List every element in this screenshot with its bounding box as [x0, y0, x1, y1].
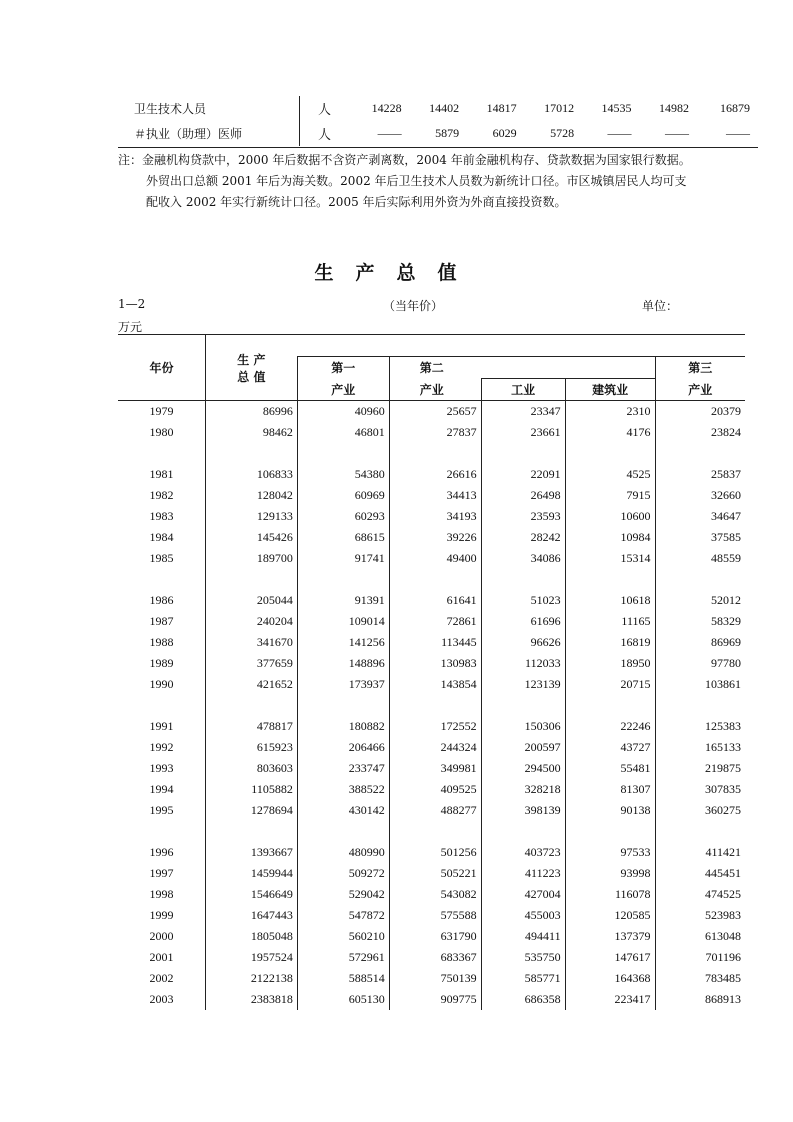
- secondary-cell: 501256: [389, 842, 481, 863]
- primary-cell: 40960: [297, 401, 389, 423]
- gdp-cell: 129133: [205, 506, 297, 527]
- year-cell: 1983: [149, 509, 174, 523]
- table-row: [118, 989, 745, 1010]
- secondary-cell: 25657: [389, 401, 481, 423]
- table-row: [118, 464, 745, 485]
- year-cell: 1989: [149, 656, 174, 670]
- industry-cell: 51023: [481, 590, 565, 611]
- primary-cell: 388522: [297, 779, 389, 800]
- year-cell: 2001: [149, 950, 174, 964]
- year-cell: 1994: [149, 782, 174, 796]
- primary-cell: 60293: [297, 506, 389, 527]
- year-cell: 1999: [149, 908, 174, 922]
- tertiary-cell: 32660: [655, 485, 745, 506]
- table-row: [118, 716, 745, 737]
- secondary-cell: 143854: [389, 674, 481, 695]
- primary-cell: 529042: [297, 884, 389, 905]
- tertiary-cell: 411421: [655, 842, 745, 863]
- tertiary-cell: 58329: [655, 611, 745, 632]
- header-primary-line2: 产业: [297, 379, 389, 401]
- industry-cell: 123139: [481, 674, 565, 695]
- top-row-value: 5879: [435, 126, 460, 140]
- header-industry: 工业: [481, 379, 565, 401]
- construction-cell: 10600: [565, 506, 655, 527]
- primary-cell: 60969: [297, 485, 389, 506]
- industry-cell: 403723: [481, 842, 565, 863]
- gdp-cell: 145426: [205, 527, 297, 548]
- year-cell: 1981: [149, 467, 174, 481]
- gdp-cell: 106833: [205, 464, 297, 485]
- tertiary-cell: 97780: [655, 653, 745, 674]
- primary-cell: 547872: [297, 905, 389, 926]
- tertiary-cell: 20379: [655, 401, 745, 423]
- construction-cell: 18950: [565, 653, 655, 674]
- primary-cell: 509272: [297, 863, 389, 884]
- gdp-cell: 377659: [205, 653, 297, 674]
- construction-cell: 223417: [565, 989, 655, 1010]
- year-cell: 1985: [149, 551, 174, 565]
- industry-cell: 398139: [481, 800, 565, 821]
- year-cell: 1997: [149, 866, 174, 880]
- year-cell: 1992: [149, 740, 174, 754]
- top-row-value: 6029: [492, 126, 517, 140]
- construction-cell: 20715: [565, 674, 655, 695]
- primary-cell: 148896: [297, 653, 389, 674]
- top-row-unit: 人: [299, 96, 349, 121]
- footnote-line-3: 配收入 2002 年实行新统计口径。2005 年后实际利用外资为外商直接投资数。: [146, 195, 567, 209]
- construction-cell: 7915: [565, 485, 655, 506]
- gdp-cell: 1105882: [205, 779, 297, 800]
- table-row: [118, 737, 745, 758]
- price-basis: （当年价）: [383, 299, 444, 313]
- construction-cell: 4176: [565, 422, 655, 443]
- construction-cell: 16819: [565, 632, 655, 653]
- tertiary-cell: 103861: [655, 674, 745, 695]
- table-row: [118, 779, 745, 800]
- tertiary-cell: 25837: [655, 464, 745, 485]
- gdp-table: [118, 334, 745, 1010]
- industry-cell: 112033: [481, 653, 565, 674]
- gdp-cell: 341670: [205, 632, 297, 653]
- year-cell: 1986: [149, 593, 174, 607]
- gdp-cell: 98462: [205, 422, 297, 443]
- table-row: [118, 947, 745, 968]
- top-table-bottom-rule: [118, 147, 758, 148]
- table-row: [118, 758, 745, 779]
- tertiary-cell: 48559: [655, 548, 745, 569]
- primary-cell: 605130: [297, 989, 389, 1010]
- industry-cell: 535750: [481, 947, 565, 968]
- header-year: 年份: [118, 335, 205, 401]
- year-cell: 1998: [149, 887, 174, 901]
- tertiary-cell: 125383: [655, 716, 745, 737]
- primary-cell: 480990: [297, 842, 389, 863]
- secondary-cell: 72861: [389, 611, 481, 632]
- top-row-value: ——: [726, 126, 750, 140]
- primary-cell: 46801: [297, 422, 389, 443]
- tertiary-cell: 701196: [655, 947, 745, 968]
- construction-cell: 164368: [565, 968, 655, 989]
- industry-cell: 23593: [481, 506, 565, 527]
- tertiary-cell: 783485: [655, 968, 745, 989]
- industry-cell: 28242: [481, 527, 565, 548]
- gdp-cell: 421652: [205, 674, 297, 695]
- industry-cell: 23347: [481, 401, 565, 423]
- tertiary-cell: 307835: [655, 779, 745, 800]
- tertiary-cell: 445451: [655, 863, 745, 884]
- table-row: [118, 401, 745, 423]
- secondary-cell: 750139: [389, 968, 481, 989]
- secondary-cell: 409525: [389, 779, 481, 800]
- tertiary-cell: 523983: [655, 905, 745, 926]
- industry-cell: 455003: [481, 905, 565, 926]
- unit-label: 单位：: [642, 299, 679, 313]
- gdp-cell: 1805048: [205, 926, 297, 947]
- header-primary-line1: 第一: [297, 357, 389, 379]
- industry-cell: 427004: [481, 884, 565, 905]
- secondary-cell: 631790: [389, 926, 481, 947]
- header-gdp-line2: 总 值: [237, 369, 266, 384]
- secondary-cell: 909775: [389, 989, 481, 1010]
- year-cell: 1996: [149, 845, 174, 859]
- secondary-cell: 27837: [389, 422, 481, 443]
- table-row: [118, 863, 745, 884]
- primary-cell: 588514: [297, 968, 389, 989]
- industry-cell: 22091: [481, 464, 565, 485]
- industry-cell: 26498: [481, 485, 565, 506]
- primary-cell: 54380: [297, 464, 389, 485]
- secondary-cell: 113445: [389, 632, 481, 653]
- construction-cell: 43727: [565, 737, 655, 758]
- construction-cell: 120585: [565, 905, 655, 926]
- gdp-cell: 2122138: [205, 968, 297, 989]
- top-table-row: [118, 121, 758, 146]
- secondary-cell: 26616: [389, 464, 481, 485]
- industry-cell: 494411: [481, 926, 565, 947]
- tertiary-cell: 165133: [655, 737, 745, 758]
- gdp-cell: 478817: [205, 716, 297, 737]
- secondary-cell: 49400: [389, 548, 481, 569]
- secondary-cell: 488277: [389, 800, 481, 821]
- table-row: [118, 968, 745, 989]
- gdp-cell: 1546649: [205, 884, 297, 905]
- table-number: 1—2: [118, 297, 146, 311]
- header-gdp: [205, 335, 297, 401]
- construction-cell: 81307: [565, 779, 655, 800]
- industry-cell: 61696: [481, 611, 565, 632]
- secondary-cell: 34413: [389, 485, 481, 506]
- gdp-cell: 1957524: [205, 947, 297, 968]
- table-row: [118, 632, 745, 653]
- tertiary-cell: 219875: [655, 758, 745, 779]
- industry-cell: 200597: [481, 737, 565, 758]
- header-construction: 建筑业: [565, 379, 655, 401]
- primary-cell: 68615: [297, 527, 389, 548]
- industry-cell: 34086: [481, 548, 565, 569]
- table-row: [118, 653, 745, 674]
- year-cell: 1984: [149, 530, 174, 544]
- top-row-value: ——: [377, 126, 402, 140]
- gdp-cell: 1393667: [205, 842, 297, 863]
- top-row-name: 卫生技术人员: [134, 102, 207, 116]
- secondary-cell: 575588: [389, 905, 481, 926]
- industry-cell: 411223: [481, 863, 565, 884]
- gdp-cell: 86996: [205, 401, 297, 423]
- top-row-value: 14535: [601, 101, 632, 115]
- header-secondary-line2: 产业: [389, 379, 481, 401]
- primary-cell: 233747: [297, 758, 389, 779]
- year-cell: 2003: [149, 992, 174, 1006]
- unit-value: 万元: [118, 320, 143, 334]
- top-row-value: 14817: [486, 101, 517, 115]
- tertiary-cell: 34647: [655, 506, 745, 527]
- secondary-cell: 543082: [389, 884, 481, 905]
- top-row-unit: 人: [299, 121, 349, 146]
- secondary-cell: 61641: [389, 590, 481, 611]
- primary-cell: 430142: [297, 800, 389, 821]
- tertiary-cell: 23824: [655, 422, 745, 443]
- table-row: [118, 674, 745, 695]
- industry-cell: 23661: [481, 422, 565, 443]
- industry-cell: 96626: [481, 632, 565, 653]
- construction-cell: 137379: [565, 926, 655, 947]
- tertiary-cell: 474525: [655, 884, 745, 905]
- footnote-line-2: 外贸出口总额 2001 年后为海关数。2002 年后卫生技术人员数为新统计口径。市区城镇居民人均可支: [146, 174, 687, 188]
- top-row-name: ＃执业（助理）医师: [134, 127, 243, 141]
- secondary-cell: 349981: [389, 758, 481, 779]
- primary-cell: 173937: [297, 674, 389, 695]
- year-cell: 1980: [149, 425, 174, 439]
- year-cell: 1990: [149, 677, 174, 691]
- construction-cell: 93998: [565, 863, 655, 884]
- industry-cell: 150306: [481, 716, 565, 737]
- year-cell: 1979: [149, 404, 174, 418]
- gdp-cell: 615923: [205, 737, 297, 758]
- secondary-cell: 130983: [389, 653, 481, 674]
- construction-cell: 55481: [565, 758, 655, 779]
- construction-cell: 10618: [565, 590, 655, 611]
- construction-cell: 10984: [565, 527, 655, 548]
- construction-cell: 90138: [565, 800, 655, 821]
- table-row: [118, 905, 745, 926]
- industry-cell: 585771: [481, 968, 565, 989]
- tertiary-cell: 613048: [655, 926, 745, 947]
- year-cell: 1987: [149, 614, 174, 628]
- top-row-value: 5728: [550, 126, 575, 140]
- primary-cell: 560210: [297, 926, 389, 947]
- gdp-cell: 1647443: [205, 905, 297, 926]
- table-row: [118, 884, 745, 905]
- secondary-cell: 505221: [389, 863, 481, 884]
- gdp-cell: 2383818: [205, 989, 297, 1010]
- tertiary-cell: 37585: [655, 527, 745, 548]
- secondary-cell: 39226: [389, 527, 481, 548]
- construction-cell: 4525: [565, 464, 655, 485]
- gdp-cell: 803603: [205, 758, 297, 779]
- top-row-value: ——: [665, 126, 689, 140]
- footnote-line-1: 注：金融机构贷款中，2000 年后数据不含资产剥离数，2004 年前金融机构存、贷款数据为国家银行数据。: [118, 153, 691, 167]
- construction-cell: 11165: [565, 611, 655, 632]
- year-cell: 2002: [149, 971, 174, 985]
- top-row-value: 14228: [371, 101, 402, 115]
- year-cell: 1995: [149, 803, 174, 817]
- industry-cell: 294500: [481, 758, 565, 779]
- industry-cell: 328218: [481, 779, 565, 800]
- table-row: [118, 590, 745, 611]
- table-row: [118, 800, 745, 821]
- top-row-value: 16879: [720, 101, 750, 115]
- primary-cell: 91391: [297, 590, 389, 611]
- gdp-cell: 1459944: [205, 863, 297, 884]
- year-cell: 1982: [149, 488, 174, 502]
- header-tertiary-line2: 产业: [655, 379, 745, 401]
- gdp-cell: 240204: [205, 611, 297, 632]
- year-cell: 1991: [149, 719, 174, 733]
- gdp-cell: 189700: [205, 548, 297, 569]
- primary-cell: 572961: [297, 947, 389, 968]
- tertiary-cell: 52012: [655, 590, 745, 611]
- table-row: [118, 548, 745, 569]
- secondary-cell: 244324: [389, 737, 481, 758]
- year-cell: 1993: [149, 761, 174, 775]
- top-row-value: 17012: [544, 101, 575, 115]
- industry-cell: 686358: [481, 989, 565, 1010]
- tertiary-cell: 360275: [655, 800, 745, 821]
- table-row: [118, 527, 745, 548]
- primary-cell: 141256: [297, 632, 389, 653]
- tertiary-cell: 868913: [655, 989, 745, 1010]
- secondary-cell: 683367: [389, 947, 481, 968]
- construction-cell: 2310: [565, 401, 655, 423]
- top-row-value: 14402: [429, 101, 460, 115]
- gdp-cell: 205044: [205, 590, 297, 611]
- primary-cell: 91741: [297, 548, 389, 569]
- secondary-cell: 172552: [389, 716, 481, 737]
- gdp-cell: 1278694: [205, 800, 297, 821]
- header-tertiary-line1: 第三: [655, 357, 745, 379]
- secondary-cell: 34193: [389, 506, 481, 527]
- construction-cell: 116078: [565, 884, 655, 905]
- construction-cell: 22246: [565, 716, 655, 737]
- year-cell: 2000: [149, 929, 174, 943]
- table-row: [118, 485, 745, 506]
- primary-cell: 206466: [297, 737, 389, 758]
- construction-cell: 97533: [565, 842, 655, 863]
- table-row: [118, 422, 745, 443]
- header-secondary-line1: 第二: [389, 357, 481, 379]
- top-row-value: 14982: [659, 101, 689, 115]
- table-row: [118, 926, 745, 947]
- header-gdp-line1: 生 产: [237, 352, 266, 367]
- gdp-cell: 128042: [205, 485, 297, 506]
- table-row: [118, 506, 745, 527]
- primary-cell: 180882: [297, 716, 389, 737]
- table-row: [118, 611, 745, 632]
- top-row-value: ——: [607, 126, 632, 140]
- table-row: [118, 842, 745, 863]
- footnote: [118, 150, 738, 213]
- top-table-row: [118, 96, 758, 121]
- primary-cell: 109014: [297, 611, 389, 632]
- page-title: 生产总值: [314, 262, 479, 284]
- tertiary-cell: 86969: [655, 632, 745, 653]
- construction-cell: 15314: [565, 548, 655, 569]
- health-staff-table: [118, 96, 758, 146]
- year-cell: 1988: [149, 635, 174, 649]
- construction-cell: 147617: [565, 947, 655, 968]
